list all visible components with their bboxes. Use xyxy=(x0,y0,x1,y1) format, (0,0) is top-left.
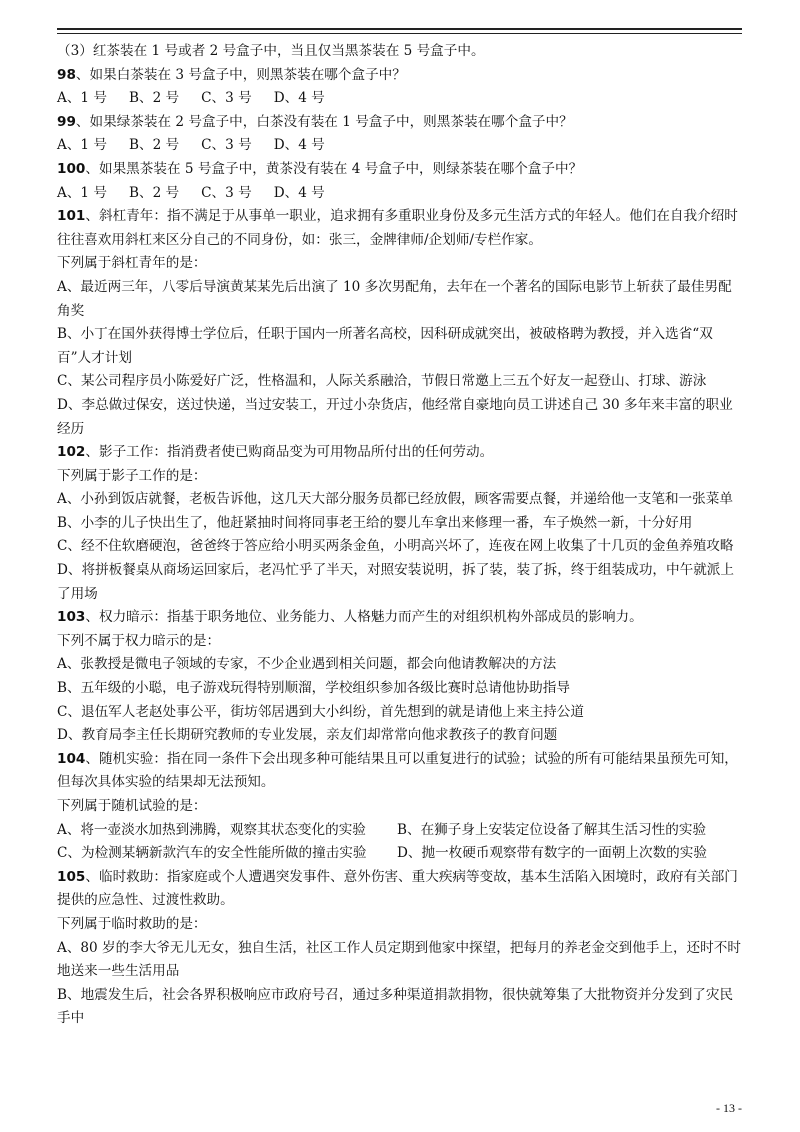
option-a: A、1 号 xyxy=(57,184,107,201)
question-99 xyxy=(57,111,743,135)
question-text: 、影子工作：指消费者使已购商品变为可用物品所付出的任何劳动。 xyxy=(85,444,494,461)
option-c: C、退伍军人老赵处事公平，街坊邻居遇到大小纠纷，首先想到的就是请他上来主持公道 xyxy=(57,703,584,720)
question-number: 105 xyxy=(57,868,86,885)
option-d: D、抛一枚硬币观察带有数字的一面朝上次数的实验 xyxy=(397,845,707,862)
question-105 xyxy=(57,866,743,913)
question-100 xyxy=(57,158,743,182)
page-content xyxy=(57,40,743,1031)
option-d: D、将拼板餐桌从商场运回家后，老冯忙乎了半天，对照安装说明，拆了装，装了拆，终于组装成功，中午就派上了用场 xyxy=(57,562,734,602)
option-d: D、李总做过保安，送过快递，当过安装工，开过小杂货店，他经常自豪地向员工讲述自己 30 多年来丰富的职业经历 xyxy=(57,396,733,437)
option-a: A、1 号 xyxy=(57,90,107,107)
option-a: A、小孙到饭店就餐，老板告诉他，这几天大部分服务员都已经放假，顾客需要点餐，并递给他一支笔和一张菜单 xyxy=(57,491,733,508)
option-c: C、为检测某辆新款汽车的安全性能所做的撞击实验 xyxy=(57,845,367,862)
option-a: A、张教授是微电子领域的专家，不少企业遇到相关问题，都会向他请教解决的方法 xyxy=(57,656,557,673)
option-a: A、将一壶淡水加热到沸腾，观察其状态变化的实验 xyxy=(57,821,366,838)
options-100 xyxy=(57,182,743,206)
option-b: B、小丁在国外获得博士学位后，任职于国内一所著名高校，因科研成就突出，被破格聘为教授，并入选省“双百”人才计划 xyxy=(57,326,713,366)
question-104 xyxy=(57,748,743,795)
option-b: B、2 号 xyxy=(128,184,180,201)
option-d: D、4 号 xyxy=(273,137,325,154)
option-b: B、2 号 xyxy=(128,137,180,154)
condition-3: （3）红茶装在 1 号或者 2 号盒子中，当且仅当黑茶装在 5 号盒子中。 xyxy=(57,43,485,59)
question-text: 、临时救助：指家庭或个人遭遇突发事件、意外伤害、重大疾病等变故，基本生活陷入困境时，政府有关部门提供的应急性、过渡性救助。 xyxy=(57,868,738,909)
question-number: 102 xyxy=(57,444,86,461)
question-101 xyxy=(57,205,743,252)
question-number: 103 xyxy=(57,609,86,626)
option-d: D、4 号 xyxy=(273,184,325,201)
question-prompt: 下列属于随机试验的是： xyxy=(57,798,207,814)
question-prompt: 下列属于临时救助的是： xyxy=(57,915,207,932)
question-text: 、如果绿茶装在 2 号盒子中，白茶没有装在 1 号盒子中，则黑茶装在哪个盒子中？ xyxy=(75,113,573,130)
option-c: C、3 号 xyxy=(201,90,252,107)
option-c: C、3 号 xyxy=(201,184,252,201)
question-102 xyxy=(57,441,743,465)
option-b: B、地震发生后，社会各界积极响应市政府号召，通过多种渠道捐款捐物，很快就筹集了大批物资并分发到了灾民手中 xyxy=(57,986,734,1027)
question-number: 100 xyxy=(57,160,86,177)
question-text: 、如果黑茶装在 5 号盒子中，黄茶没有装在 4 号盒子中，则绿茶装在哪个盒子中？ xyxy=(85,160,583,177)
question-98 xyxy=(57,64,743,88)
options-98 xyxy=(57,87,743,111)
question-text: 、权力暗示：指基于职务地位、业务能力、人格魅力而产生的对组织机构外部成员的影响力。 xyxy=(85,609,643,626)
option-c: C、某公司程序员小陈爱好广泛，性格温和，人际关系融洽，节假日常邀上三五个好友一起登山、打球、游泳 xyxy=(57,373,707,390)
option-d: D、4 号 xyxy=(273,90,325,107)
option-a: A、1 号 xyxy=(57,137,107,154)
question-number: 104 xyxy=(57,750,86,767)
question-text: 、随机实验：指在同一条件下会出现多种可能结果且可以重复进行的试验；试验的所有可能结果虽预先可知，但每次具体实验的结果却无法预知。 xyxy=(57,750,738,791)
option-b: B、2 号 xyxy=(128,90,180,107)
options-99 xyxy=(57,134,743,158)
option-c: C、经不住软磨硬泡，爸爸终于答应给小明买两条金鱼，小明高兴坏了，连夜在网上收集了十几页的金鱼养殖攻略 xyxy=(57,538,734,555)
question-text: 、斜杠青年：指不满足于从事单一职业，追求拥有多重职业身份及多元生活方式的年轻人。他们在自我介绍时往往喜欢用斜杠来区分自己的不同身份，如：张三，金牌律师/企划师/专栏作家。 xyxy=(57,208,738,248)
option-a: A、80 岁的李大爷无儿无女，独自生活，社区工作人员定期到他家中探望，把每月的养老金交到他手上，还时不时地送来一些生活用品 xyxy=(57,939,741,980)
header-rule-thick xyxy=(57,28,742,30)
option-b: B、小李的儿子快出生了，他赶紧抽时间将同事老王给的婴儿车拿出来修理一番，车子焕然一新，十分好用 xyxy=(57,514,693,531)
question-prompt: 下列不属于权力暗示的是： xyxy=(57,632,221,649)
option-d: D、教育局李主任长期研究教师的专业发展，亲友们却常常向他求教孩子的教育问题 xyxy=(57,727,558,744)
option-a: A、最近两三年，八零后导演黄某某先后出演了 10 多次男配角，去年在一个著名的国际电影节上斩获了最佳男配角奖 xyxy=(57,278,732,319)
option-c: C、3 号 xyxy=(201,137,252,154)
question-prompt: 下列属于影子工作的是： xyxy=(57,467,207,484)
question-number: 101 xyxy=(57,208,86,225)
page-number: - 13 - xyxy=(716,1101,742,1115)
question-text: 、如果白茶装在 3 号盒子中，则黑茶装在哪个盒子中？ xyxy=(75,66,406,83)
option-b: B、五年级的小聪，电子游戏玩得特别顺溜，学校组织参加各级比赛时总请他协助指导 xyxy=(57,680,570,697)
question-103 xyxy=(57,606,743,630)
question-prompt: 下列属于斜杠青年的是： xyxy=(57,255,207,272)
question-number: 98 xyxy=(57,66,76,83)
options-row-2 xyxy=(57,842,743,866)
option-b: B、在狮子身上安装定位设备了解其生活习性的实验 xyxy=(397,821,707,838)
header-rule-thin xyxy=(57,33,742,34)
options-row-1 xyxy=(57,819,743,843)
question-number: 99 xyxy=(57,113,76,130)
